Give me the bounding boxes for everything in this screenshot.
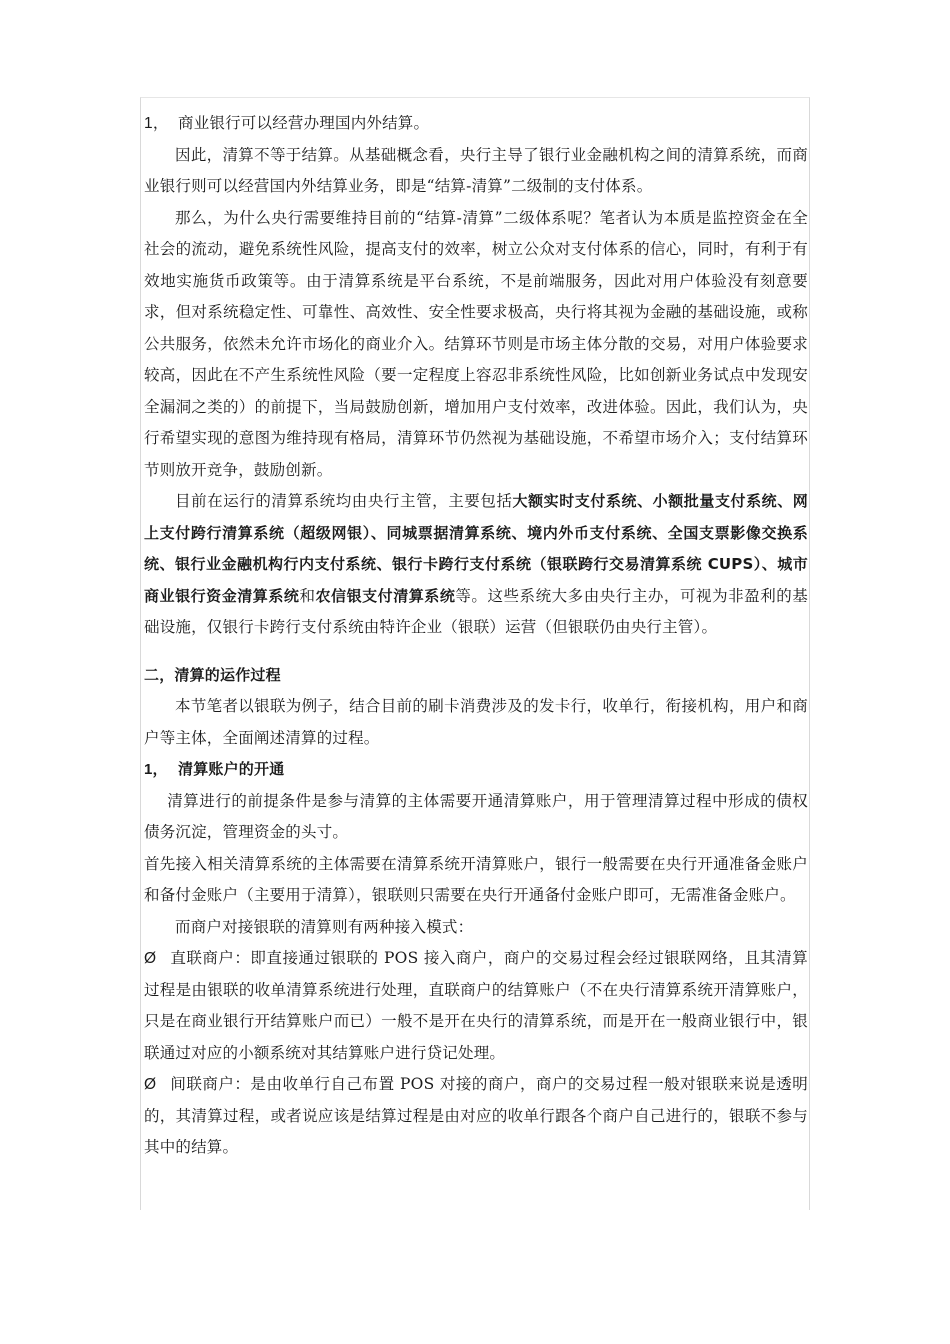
subsection-number: 1， xyxy=(144,761,168,778)
spacer xyxy=(144,644,808,660)
bullet-text: 直联商户：即直接通过银联的 POS 接入商户，商户的交易过程会经过银联网络，且其清算过程是由银联的收单清算系统进行处理，直联商户的结算账户（不在央行清算系统开清算账户，只是在商业银行开结算账户而已）一般不是开在央行的清算系统，而是开在一般商业银行中，银联通过对应的小额系统对其结算账户进行贷记处理。 xyxy=(144,949,808,1062)
text-run: 和 xyxy=(299,586,316,605)
bullet-text: 间联商户：是由收单行自己布置 POS 对接的商户，商户的交易过程一般对银联来说是透明的，其清算过程，或者说应该是结算过程是由对应的收单行跟各个商户自己进行的，银联不参与其中的结算。 xyxy=(144,1075,808,1156)
document-body xyxy=(144,108,808,1164)
paragraph-intro: 本节笔者以银联为例子，结合目前的刷卡消费涉及的发卡行，收单行，衔接机构，用户和商户等主体，全面阐述清算的过程。 xyxy=(144,697,808,747)
bold-system-list: 大额实时支付系统、小额批量支付系统、网上支付跨行清算系统（超级网银）、同城票据清算系统、境内外币支付系统、全国支票影像交换系统、银行业金融机构行内支付系统、银行卡跨行支付系统（银联跨行交易清算系统 CUPS）、城市商业银行资金清算系统 xyxy=(144,492,809,605)
bullet-item-direct-merchant xyxy=(144,943,808,1069)
list-number: 1， xyxy=(144,115,169,132)
paragraph-clearing-vs-settlement: 因此，清算不等于结算。从基础概念看，央行主导了银行业金融机构之间的清算系统，而商业银行则可以经营国内外结算业务，即是“结算-清算”二级制的支付体系。 xyxy=(144,145,808,195)
subsection-title: 清算账户的开通 xyxy=(178,760,285,778)
list-item-1 xyxy=(144,108,808,140)
text-run: 目前在运行的清算系统均由央行主管，主要包括 xyxy=(175,492,513,510)
list-text: 商业银行可以经营办理国内外结算。 xyxy=(178,114,430,132)
text-run: 等。这些系统大多由央行主办，可视为非盈利的基础设施，仅银行卡跨行支付系统由特许企业（银联）运营（但银联仍由央行主管）。 xyxy=(144,586,808,636)
subsection-heading xyxy=(144,754,808,786)
paragraph-two-tier-system: 那么，为什么央行需要维持目前的“结算-清算”二级体系呢？笔者认为本质是监控资金在全社会的流动，避免系统性风险，提高支付的效率，树立公众对支付体系的信心，同时，有利于有效地实施货币政策等。由于清算系统是平台系统，不是前端服务，因此对用户体验没有刻意要求，但对系统稳定性、可靠性、高效性、安全性要求极高，央行将其视为金融的基础设施，或称公共服务，依然未允许市场化的商业介入。结算环节则是市场主体分散的交易，对用户体验要求较高，因此在不产生系统性风险（要一定程度上容忍非系统性风险，比如创新业务试点中发现安全漏洞之类的）的前提下，当局鼓励创新，增加用户支付效率，改进体验。因此，我们认为，央行希望实现的意图为维持现有格局，清算环节仍然视为基础设施，不希望市场介入；支付结算环节则放开竞争，鼓励创新。 xyxy=(144,208,808,479)
paragraph-account-premise: 清算进行的前提条件是参与清算的主体需要开通清算账户，用于管理清算过程中形成的债权债务沉淀，管理资金的头寸。 xyxy=(144,791,808,841)
bullet-icon: Ø xyxy=(144,1076,157,1093)
bullet-item-indirect-merchant xyxy=(144,1069,808,1164)
paragraph-clearing-systems xyxy=(144,486,808,644)
bold-system-name: 农信银支付清算系统 xyxy=(315,586,456,605)
paragraph-account-opening: 首先接入相关清算系统的主体需要在清算系统开清算账户，银行一般需要在央行开通准备金账户和备付金账户（主要用于清算），银联则只需要在央行开通备付金账户即可，无需准备金账户。 xyxy=(144,854,808,904)
section-heading: 二，清算的运作过程 xyxy=(144,665,281,684)
paragraph-merchant-modes: 而商户对接银联的清算则有两种接入模式： xyxy=(175,917,474,936)
bullet-icon: Ø xyxy=(144,950,157,967)
